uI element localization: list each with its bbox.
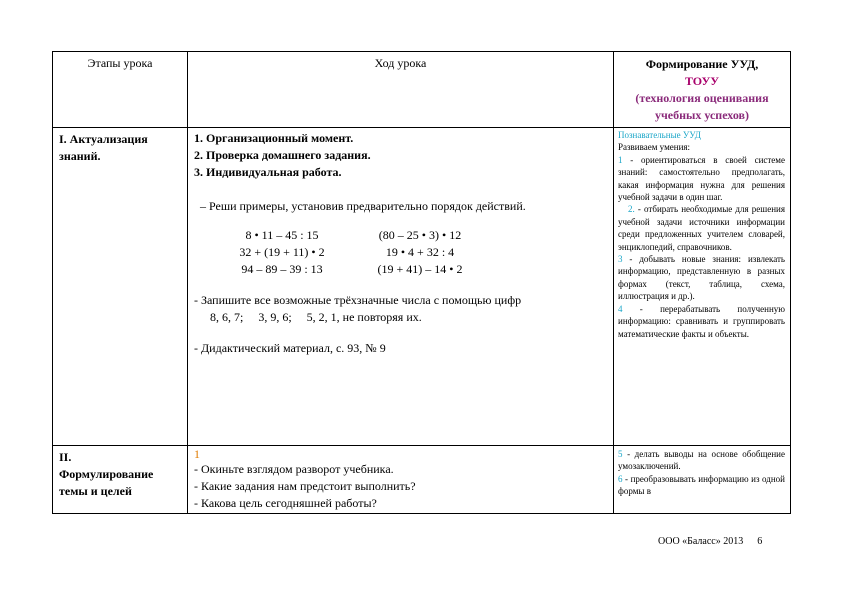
example-expression: 19 • 4 + 32 : 4 [385,245,455,259]
question-line: - Какова цель сегодняшней работы? [194,496,377,510]
uud-formulation [614,446,791,514]
uud-item-number: 4 [618,303,623,314]
stage-actualization [53,128,188,446]
stage-label: I. Актуализация [59,132,148,146]
uud-item [618,303,785,340]
uud-item-text: - делать выводы на основе обобщение умозаключений. [618,449,785,472]
uud-item-number: 5 [618,449,623,459]
example-expression: 8 • 11 – 45 : 15 [245,228,319,242]
question-line: - Какие задания нам предстоит выполнить? [194,479,416,493]
header-row [53,52,791,128]
uud-item [618,154,785,204]
uud-actualization [614,128,791,446]
uud-item-number: 6 [618,473,623,484]
question-line: - Окиньте взглядом разворот учебника. [194,462,394,476]
footer-company: ООО «Баласс» 2013 [658,536,744,547]
task-text: - Запишите все возможные трёхзначные числа с помощью цифр [194,293,522,307]
header-stages: Этапы урока [53,52,188,128]
header-uud-tech2: учебных успехов) [654,108,750,122]
lesson-table [52,51,791,514]
header-course: Ход урока [188,52,614,128]
uud-item-number: 3 [618,254,623,265]
page-footer [658,536,762,547]
uud-item [618,448,785,473]
header-uud-line1: Формирование УУД, [645,57,759,71]
uud-item [618,473,785,498]
example-expression: (80 – 25 • 3) • 12 [378,228,462,242]
course-item: 2. Проверка домашнего задания. [194,148,371,162]
digits-text: 8, 6, 7; 3, 9, 6; 5, 2, 1, не повторяя их. [210,310,422,324]
example-row [219,244,609,261]
course-actualization [188,128,614,446]
stage-label: темы и целей [59,484,132,498]
page-number: 6 [757,536,763,547]
stage-formulation [53,446,188,514]
course-item: 1. Организационный момент. [194,131,354,145]
example-expression: (19 + 41) – 14 • 2 [377,262,463,276]
header-uud [614,52,791,128]
course-formulation [188,446,614,514]
uud-item-number: 2. [628,204,635,215]
row-actualization [53,128,791,446]
uud-item-text: - ориентироваться в своей системе знаний: самостоятельно предполагать, какая информация нужна для решения учебной задачи в один шаг. [618,154,785,203]
uud-intro: Развиваем умения: [618,142,691,153]
example-expression: 94 – 89 – 39 : 13 [241,262,323,276]
example-row [219,227,609,244]
uud-item [618,253,785,303]
example-expression: 32 + (19 + 11) • 2 [239,245,325,259]
uud-item-text: - добывать новые знания: извлекать информацию, представленную в разных формах (текст, таблица, схема, иллюстрация и др.). [618,254,785,302]
header-uud-touu: ТОУУ [684,74,720,88]
uud-item [618,203,785,253]
stage-label: знаний. [59,149,101,163]
uud-item-number: 1 [618,154,623,165]
row-formulation [53,446,791,514]
uud-item-text: - отбирать необходимые для решения учебной задачи источники информации среди предложенных учителем словарей, энциклопедий, справочников. [618,204,785,252]
stage-label: II. [59,450,72,464]
task-text: - Дидактический материал, с. 93, № 9 [194,341,386,355]
examples-block [194,227,609,278]
course-item: 3. Индивидуальная работа. [194,165,342,179]
stage-label: Формулирование [59,467,154,481]
header-uud-tech1: (технология оценивания [635,91,769,105]
uud-item-text: - преобразовывать информацию из одной формы в [618,473,785,497]
uud-item-text: - перерабатывать полученную информацию: сравнивать и группировать математические факты и объекты. [618,303,785,339]
example-row [219,261,609,278]
course-number: 1 [194,447,200,461]
task-text: – Реши примеры, установив предварительно порядок действий. [200,199,526,213]
uud-title: Познавательные УУД [618,130,701,140]
